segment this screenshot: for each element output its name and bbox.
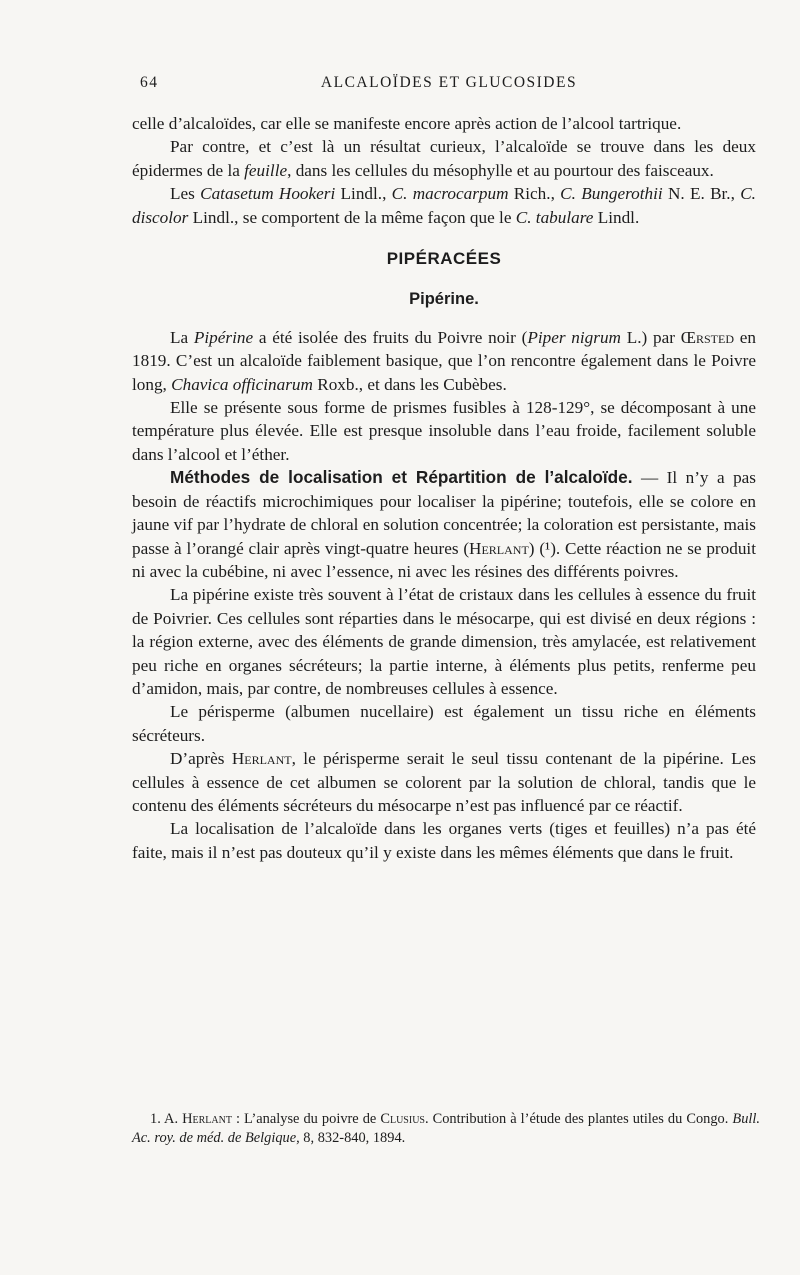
- section-heading: PIPÉRACÉES: [386, 249, 502, 269]
- page-header: [140, 74, 758, 96]
- subsection-heading: Pipérine.: [409, 290, 479, 309]
- paragraph: Méthodes de localisation et Répartition de l’alcaloïde. — Il n’y a pas besoin de réactifs microchimiques pour localiser la pipérine; toutefois, elle se colore en jaune vif par l’hydrate de chloral en solution concentrée; la coloration est persistante, mais passe à l’orangé clair après vingt-quatre heures (Herlant) (¹). Cette réaction ne se produit ni avec la cubébine, ni avec l’essence, ni avec les résines des différents poivres.: [132, 467, 756, 581]
- paragraph: Les Catasetum Hookeri Lindl., C. macrocarpum Rich., C. Bungerothii N. E. Br., C. discolor Lindl., se comportent de la même façon que le C. tabulare Lindl.: [132, 184, 756, 227]
- paragraph: Par contre, et c’est là un résultat curieux, l’alcaloïde se trouve dans les deux épidermes de la feuille, dans les cellules du mésophylle et au pourtour des faisceaux.: [132, 137, 756, 180]
- paragraph: La localisation de l’alcaloïde dans les organes verts (tiges et feuilles) n’a pas été faite, mais il n’est pas douteux qu’il y existe dans les mêmes éléments que dans le fruit.: [132, 819, 756, 862]
- paragraph: Le périsperme (albumen nucellaire) est également un tissu riche en éléments sécréteurs.: [132, 702, 756, 745]
- page-number: 64: [140, 74, 159, 91]
- footnote: 1. A. Herlant : L’analyse du poivre de Clusius. Contribution à l’étude des plantes utiles du Congo. Bull. Ac. roy. de méd. de Belgique, 8, 832-840, 1894.: [132, 1111, 760, 1146]
- running-title: ALCALOÏDES ET GLUCOSIDES: [320, 74, 578, 91]
- paragraph: celle d’alcaloïdes, car elle se manifeste encore après action de l’alcool tartrique.: [132, 114, 682, 133]
- paragraph: La Pipérine a été isolée des fruits du Poivre noir (Piper nigrum L.) par Œrsted en 1819. C’est un alcaloïde faiblement basique, que l’on rencontre également dans le Poivre long, Chavica officinarum Roxb., et dans les Cubèbes.: [132, 327, 756, 394]
- paragraph: D’après Herlant, le périsperme serait le seul tissu contenant de la pipérine. Les cellules à essence de cet albumen se colorent par la solution de chloral, tandis que le contenu des éléments sécréteurs du mésocarpe n’est pas influencé par ce réactif.: [132, 749, 756, 815]
- paragraph: Elle se présente sous forme de prismes fusibles à 128-129°, se décomposant à une température plus élevée. Elle est presque insoluble dans l’eau froide, facilement soluble dans l’alcool et l’éther.: [132, 398, 756, 464]
- paragraph: La pipérine existe très souvent à l’état de cristaux dans les cellules à essence du fruit de Poivrier. Ces cellules sont réparties dans le mésocarpe, qui est divisé en deux régions : la région externe, avec des éléments de grande dimension, très amylacée, est relativement peu riche en organes sécréteurs; la partie interne, à éléments plus petits, renferme peu d’amidon, mais, par contre, de nombreuses cellules à essence.: [132, 585, 756, 698]
- body-text: [132, 112, 756, 864]
